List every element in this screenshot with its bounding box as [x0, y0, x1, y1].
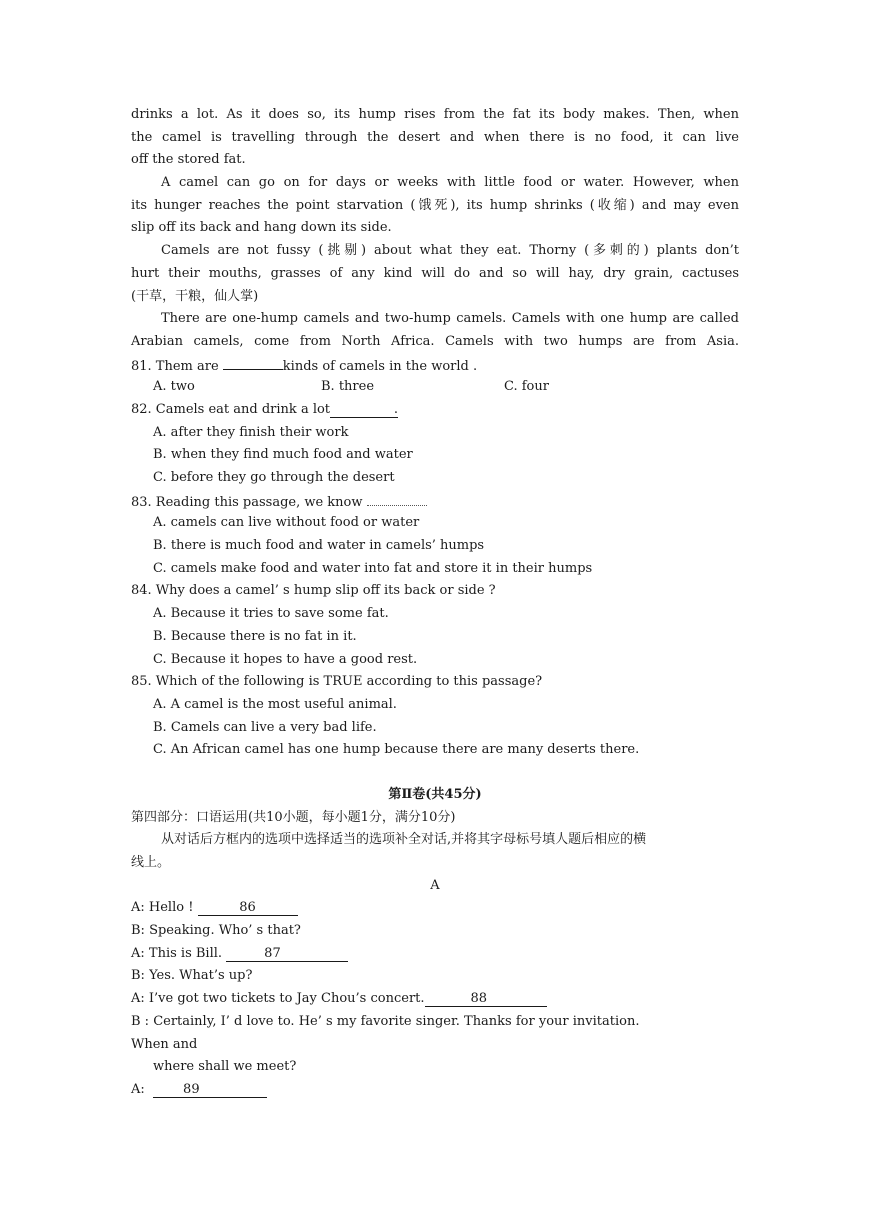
option-a: A. after they finish their work — [153, 424, 349, 440]
passage-line: the camel is travelling through the desert and when there is no food, it can live — [131, 129, 739, 145]
option-a: A. two — [153, 379, 195, 395]
answer-blank-82[interactable]: . — [330, 402, 398, 418]
subsection-label: A — [430, 877, 440, 893]
dialogue-line: B: Speaking. Who’ s that? — [131, 923, 301, 939]
exam-page — [131, 104, 739, 1102]
answer-blank-83[interactable] — [367, 490, 427, 506]
option-b: B. there is much food and water in camels’ humps — [153, 538, 485, 554]
option-a: A. Because it tries to save some fat. — [153, 606, 389, 622]
passage-line: Arabian camels, come from North Africa. Camels with two humps are from Asia. — [131, 333, 739, 349]
options-81 — [131, 376, 739, 399]
option-a: A. A camel is the most useful animal. — [153, 696, 397, 712]
passage-line: slip off its back and hang down its side. — [131, 220, 392, 236]
instruction-line: 从对话后方框内的选项中选择适当的选项补全对话,并将其字母标号填人题后相应的横 — [161, 832, 647, 848]
dialogue-line: A: This is Bill. 87 — [131, 943, 739, 966]
passage-line: Camels are not fussy (挑剔) about what they eat. Thorny (多刺的) plants don’t — [161, 243, 739, 259]
instruction-line: 线上。 — [131, 855, 171, 870]
option-c: C. An African camel has one hump because there are many deserts there. — [153, 742, 640, 758]
option-b: B. Because there is no fat in it. — [153, 628, 357, 644]
dialogue-line: B: Yes. What’s up? — [131, 968, 253, 984]
section-title: 第Ⅱ卷(共45分) — [388, 786, 482, 802]
answer-blank-81[interactable] — [223, 354, 283, 370]
answer-blank-86[interactable]: 86 — [198, 900, 298, 916]
passage-line: (干草，干粮，仙人掌) — [131, 288, 259, 304]
option-b: B. three — [321, 379, 375, 395]
question-84: 84. Why does a camel’ s hump slip off its back or side ? — [131, 583, 496, 599]
part-heading: 第四部分：口语运用(共10小题，每小题1分，满分10分) — [131, 809, 456, 825]
passage-line: hurt their mouths, grasses of any kind will do and so will hay, dry grain, cactuses — [131, 265, 739, 281]
dialogue-line: B : Certainly, I’ d love to. He’ s my favorite singer. Thanks for your invitation. — [131, 1013, 640, 1029]
dialogue-line: A: Hello ! 86 — [131, 897, 739, 920]
option-c: C. Because it hopes to have a good rest. — [153, 651, 418, 667]
passage-line: drinks a lot. As it does so, its hump rises from the fat its body makes. Then, when — [131, 107, 739, 122]
option-b: B. Camels can live a very bad life. — [153, 719, 377, 735]
passage-line: There are one-hump camels and two-hump camels. Camels with one hump are called — [161, 311, 739, 327]
answer-blank-88[interactable]: 88 — [425, 991, 547, 1007]
dialogue-line: A: I’ve got two tickets to Jay Chou’s concert. 88 — [131, 988, 739, 1011]
question-81: 81. Them are kinds of camels in the world . — [131, 354, 739, 377]
option-c: C. camels make food and water into fat and store it in their humps — [153, 560, 593, 576]
answer-blank-87[interactable]: 87 — [226, 946, 348, 962]
passage-line: A camel can go on for days or weeks with little food or water. However, when — [161, 175, 739, 191]
dialogue-line: A: 89 — [131, 1079, 739, 1102]
question-83: 83. Reading this passage, we know — [131, 490, 739, 513]
question-85: 85. Which of the following is TRUE according to this passage? — [131, 674, 543, 690]
answer-blank-89[interactable]: 89 — [153, 1082, 267, 1098]
option-a: A. camels can live without food or water — [153, 515, 420, 531]
passage-line: off the stored fat. — [131, 152, 246, 168]
option-c: C. four — [504, 379, 549, 395]
passage-line: its hunger reaches the point starvation (饿死), its hump shrinks (收缩) and may even — [131, 197, 739, 213]
question-82: 82. Camels eat and drink a lot . — [131, 401, 399, 417]
dialogue-line: where shall we meet? — [153, 1059, 297, 1075]
section-gap — [131, 762, 739, 784]
option-c: C. before they go through the desert — [153, 470, 395, 485]
option-b: B. when they find much food and water — [153, 447, 413, 463]
dialogue-line: When and — [131, 1036, 198, 1052]
